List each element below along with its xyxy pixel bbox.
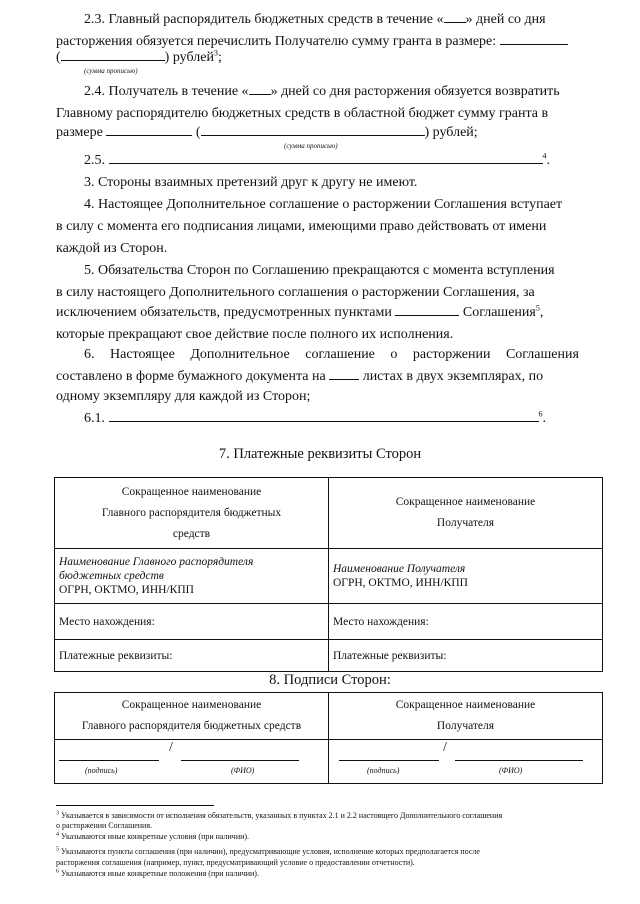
footnote-ref: 3 (213, 48, 218, 58)
cell-distributor-payment: Платежные реквизиты: (55, 640, 329, 672)
blank-amount-words (61, 48, 165, 61)
blank-line (109, 409, 539, 422)
text: ( (195, 125, 201, 140)
caption-signature: (подпись) (367, 766, 400, 775)
footnote-number: 4 (56, 831, 59, 838)
text: ; (217, 50, 222, 65)
table-header-row (55, 478, 603, 549)
text: 2.3. Главный распорядитель бюджетных средств в течение « (84, 12, 444, 27)
footnote-number: 5 (56, 846, 59, 853)
footnote-6 (56, 869, 606, 879)
text: 2.4. Получатель в течение « (84, 84, 249, 99)
header-text: Получателя (436, 517, 495, 529)
header-text: Сокращенное наименование (395, 699, 536, 711)
cell-text: Наименование Получателя (333, 563, 466, 575)
blank-sheets (329, 367, 359, 380)
cell-distributor-signature (55, 740, 329, 784)
text: » дней со дня расторжения обязуется возвратить (270, 84, 560, 99)
blank-line (109, 151, 543, 164)
footnote-ref: 5 (535, 303, 540, 313)
cell-distributor-location: Место нахождения: (55, 604, 329, 640)
paragraph-6-1 (56, 408, 630, 430)
cell-recipient-signature (329, 740, 603, 784)
text: расторжения обязуется перечислить Получателю сумму гранта в размере: (56, 34, 497, 49)
footnote-3 (56, 811, 606, 821)
text: ) рублей; (424, 125, 478, 140)
caption-amount-words: (сумма прописью) (84, 67, 138, 75)
fio-line (455, 750, 583, 761)
caption-amount-words: (сумма прописью) (284, 142, 338, 150)
paragraph-4-line1: 4. Настоящее Дополнительное соглашение о расторжении Соглашения вступает (84, 197, 563, 212)
header-text: Сокращенное наименование (121, 699, 262, 711)
footnote-text: Указываются иные конкретные положения (при наличии). (61, 869, 259, 878)
section-7-title: 7. Платежные реквизиты Сторон (218, 446, 422, 462)
fio-line (181, 750, 299, 761)
footnote-number: 3 (56, 810, 59, 817)
header-text: Получателя (436, 720, 495, 732)
text: 2.5. (84, 153, 105, 168)
signatures-header-row (55, 693, 603, 740)
table-row-location (55, 604, 603, 640)
cell-text: ОГРН, ОКТМО, ИНН/КПП (59, 584, 194, 596)
paragraph-6-line1: 6. Настоящее Дополнительное соглашение о расторжении Соглашения (84, 347, 579, 362)
text: составлено в форме бумажного документа на (56, 369, 326, 384)
caption-signature: (подпись) (85, 766, 118, 775)
caption-fio: (ФИО) (499, 766, 523, 775)
header-cell-distributor (55, 693, 329, 740)
cell-distributor-name (55, 549, 329, 604)
cell-text: бюджетных средств (59, 570, 164, 582)
header-text: средств (172, 527, 211, 540)
text: ) рублей (164, 50, 214, 65)
payment-requisites-table (54, 477, 603, 672)
cell-text: Наименование Главного распорядителя (59, 556, 254, 568)
paragraph-2-4-line1 (56, 81, 630, 103)
text: исключением обязательств, предусмотренных пунктами (56, 305, 392, 320)
table-row-names (55, 549, 603, 604)
footnote-ref: 4 (542, 151, 547, 161)
text: размере (56, 125, 103, 140)
signature-line (339, 750, 439, 761)
header-cell-recipient (329, 478, 603, 549)
paragraph-5-line2: в силу настоящего Дополнительного соглашения о расторжении Соглашения, за (56, 285, 535, 300)
paragraph-5-line4: которые прекращают свое действие после полного их исполнения. (56, 327, 454, 342)
footnote-5 (56, 847, 606, 857)
footnote-3-cont: о расторжении Соглашения. (56, 821, 153, 830)
text: » дней со дня (465, 12, 546, 27)
blank-points (395, 303, 459, 316)
footnote-text: Указываются пункты соглашения (при наличии), предусматривающие условия, исполнение которых предполагается после (61, 847, 480, 856)
signature-line (59, 750, 159, 761)
text: , (539, 305, 544, 320)
header-text: Сокращенное наименование (121, 485, 262, 498)
cell-text: ОГРН, ОКТМО, ИНН/КПП (333, 577, 468, 589)
text: Соглашения (462, 305, 536, 320)
cell-recipient-payment: Платежные реквизиты: (329, 640, 603, 672)
section-8-title: 8. Подписи Сторон: (269, 672, 391, 688)
footnote-4 (56, 832, 606, 842)
table-row-payment (55, 640, 603, 672)
blank-amount-words (201, 123, 425, 136)
paragraph-5-line1: 5. Обязательства Сторон по Соглашению прекращаются с момента вступления (84, 263, 555, 278)
cell-recipient-name (329, 549, 603, 604)
paragraph-5-line3 (56, 302, 602, 324)
paragraph-6-line3: одному экземпляру для каждой из Сторон; (56, 389, 311, 404)
footnote-text: Указывается в зависимости от исполнения обязательств, указанных в пунктах 2.1 и 2.2 настоящего Дополнительного соглашения (61, 811, 503, 820)
cell-recipient-location: Место нахождения: (329, 604, 603, 640)
text: . (546, 153, 550, 168)
paragraph-3: 3. Стороны взаимных претензий друг к другу не имеют. (84, 175, 418, 190)
header-text: Главного распорядителя бюджетных средств (81, 720, 302, 732)
header-text: Главного распорядителя бюджетных (101, 506, 282, 519)
paragraph-2-3-line3 (56, 47, 602, 69)
paragraph-2-3-line1 (56, 9, 630, 31)
text: . (542, 411, 546, 426)
blank-amount (500, 32, 568, 45)
blank-days (249, 82, 271, 95)
slash: / (443, 740, 447, 755)
signatures-table (54, 692, 603, 784)
footnote-separator (56, 805, 214, 806)
footnote-number: 6 (56, 868, 59, 875)
paragraph-4-line2: в силу с момента его подписания лицами, имеющими право действовать от имени (56, 219, 547, 234)
paragraph-4-line3: каждой из Сторон. (56, 241, 168, 256)
blank-amount (106, 123, 192, 136)
header-text: Сокращенное наименование (395, 496, 536, 508)
slash: / (169, 740, 173, 755)
text: листах в двух экземплярах, по (362, 369, 544, 384)
paragraph-2-5 (56, 150, 630, 172)
header-cell-recipient (329, 693, 603, 740)
footnote-text: Указываются иные конкретные условия (при наличии). (61, 832, 250, 841)
paragraph-2-4-line3 (56, 122, 602, 144)
header-cell-distributor (55, 478, 329, 549)
blank-days (444, 10, 466, 23)
text: ( (56, 50, 61, 65)
footnote-5-cont: расторжения соглашения (например, пункт, предусматривающий условие о предоставлении отчетности). (56, 858, 415, 867)
text: 6.1. (84, 411, 105, 426)
caption-fio: (ФИО) (231, 766, 255, 775)
paragraph-2-4-line2: Главному распорядителю бюджетных средств в областной бюджет сумму гранта в (56, 106, 549, 121)
signatures-row (55, 740, 603, 784)
paragraph-6-line2 (56, 366, 602, 388)
footnote-ref: 6 (538, 409, 543, 419)
